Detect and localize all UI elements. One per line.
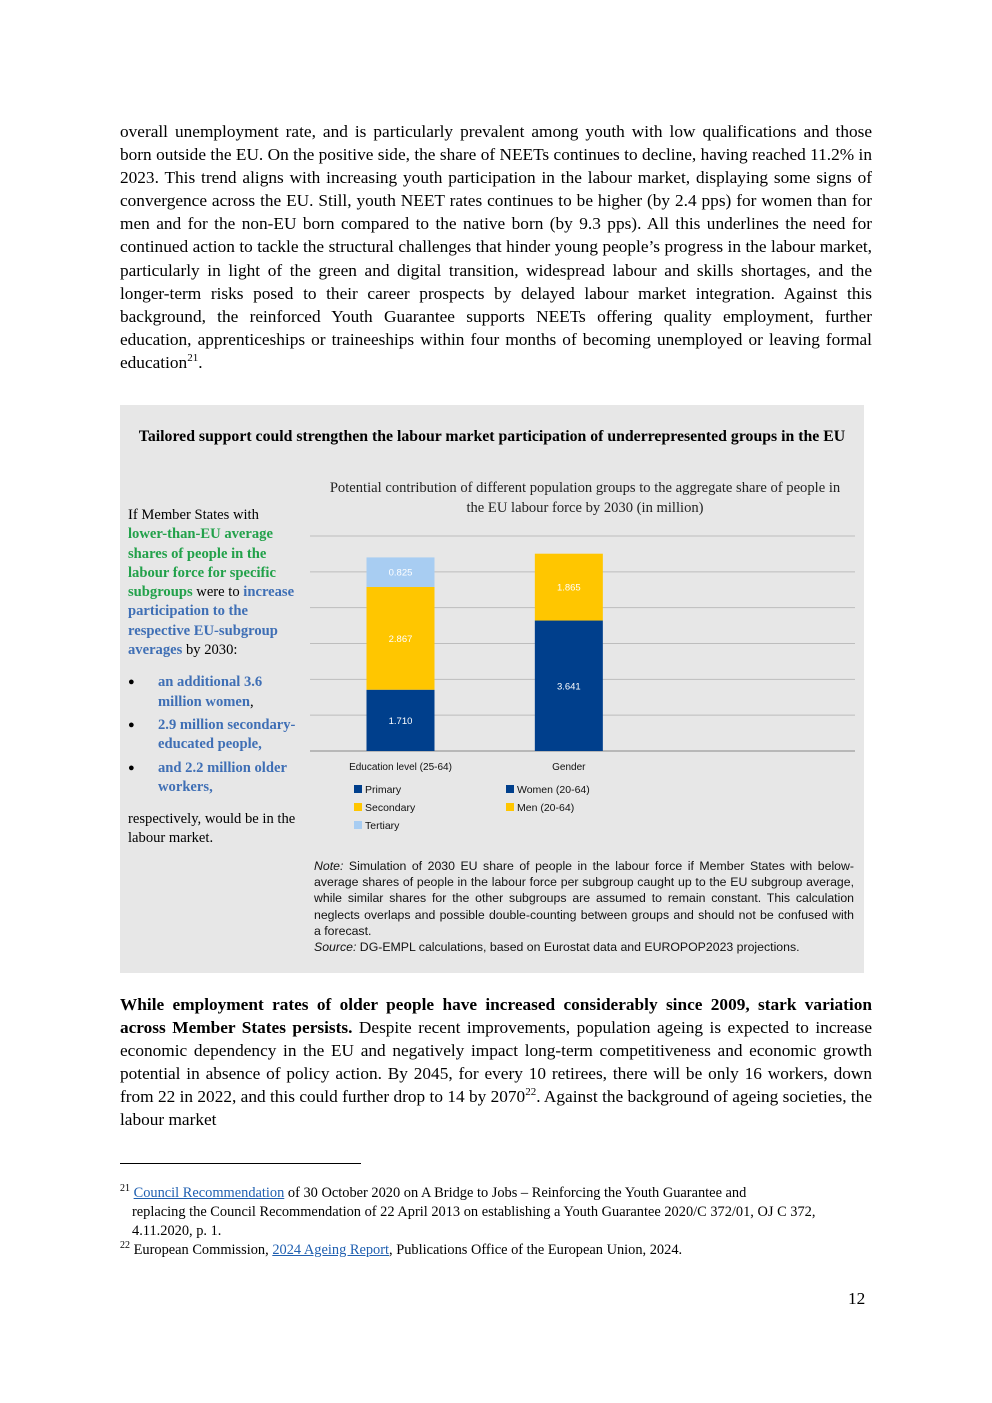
legend-entry: Secondary bbox=[365, 802, 416, 814]
footnote-divider bbox=[120, 1163, 361, 1164]
bar-value-label: 1.865 bbox=[556, 582, 581, 594]
footnote-21: $^{21}$ Council Recommendation of 30 October 2020 on A Bridge to Jobs – Reinforcing the Youth Guarantee and replacing the Council Recommendation of 22 April 2013 on establishing a Youth Guarantee 2020/C 372/01, OJ C 372, 4.11.2020, p. 1. bbox=[120, 1183, 816, 1240]
bar-value-label: 1.710 bbox=[388, 715, 413, 727]
legend-entry: Women (20-64) bbox=[517, 784, 590, 796]
bar-value-label: 3.641 bbox=[556, 681, 581, 693]
chart-subtitle: Potential contribution of different population groups to the aggregate share of people in the EU labour force by 2030 (in million) bbox=[329, 480, 841, 516]
legend-entry: Primary bbox=[365, 784, 402, 796]
ageing-report-link[interactable]: 2024 Ageing Report bbox=[272, 1242, 390, 1258]
footnote-22: $^{22}$ European Commission, 2024 Ageing Report, Publications Office of the European Union, 2024. bbox=[120, 1240, 683, 1258]
infobox-sidebar bbox=[128, 506, 300, 849]
footnote-ref-22[interactable]: 22 bbox=[525, 1086, 537, 1099]
sidebar-bullets bbox=[128, 673, 300, 797]
legend-entry: Men (20-64) bbox=[517, 802, 575, 814]
list-item: ● and 2.2 million older workers, bbox=[128, 759, 300, 798]
stacked-bar-chart bbox=[310, 530, 855, 855]
footnote-ref-21[interactable]: 21 bbox=[187, 352, 199, 365]
legend-swatch bbox=[354, 785, 362, 793]
bar-value-label: 0.825 bbox=[388, 567, 413, 579]
x-category-label: Education level (25-64) bbox=[349, 762, 452, 773]
council-recommendation-link[interactable]: Council Recommendation bbox=[133, 1185, 285, 1201]
sidebar-intro: If Member States with lower-than-EU average shares of people in the labour force for specific subgroups were to increase participation to the respective EU-subgroup averages by 2030: bbox=[128, 507, 295, 659]
list-item: ● an additional 3.6 million women, bbox=[128, 673, 300, 712]
bar-value-label: 2.867 bbox=[388, 633, 413, 645]
x-category-label: Gender bbox=[552, 762, 586, 773]
paragraph-older-workers: While employment rates of older people have increased considerably since 2009, stark variation across Member States persists. Despite recent improvements, population ageing is expected to increase economic dependency in the EU and negatively impact long-term competitiveness and economic growth potential in absence of policy action. By 2045, for every 10 retirees, there will be only 16 workers, down from 22 in 2022, and this could further drop to 14 by 2070$^{22}$. Against the background of ageing societies, the labour market bbox=[120, 995, 872, 1130]
legend-entry: Tertiary bbox=[365, 820, 400, 832]
list-item: ● 2.9 million secondary-educated people, bbox=[128, 716, 300, 755]
infobox bbox=[120, 405, 864, 973]
infobox-title: Tailored support could strengthen the labour market participation of underrepresented groups in the EU bbox=[138, 428, 846, 445]
legend-swatch bbox=[506, 803, 514, 811]
legend-swatch bbox=[506, 785, 514, 793]
chart-note: Note: Simulation of 2030 EU share of people in the labour force if Member States with below-average shares of people in the labour force per subgroup caught up to the EU subgroup average, while similar shares for the other subgroups are assumed to remain constant. This calculation neglects overlaps and possible double-counting between groups and should not be confused with a forecast. Source: DG-EMPL calculations, based on Eurostat data and EUROPOP2023 projections. bbox=[314, 859, 854, 955]
paragraph-youth-neet: overall unemployment rate, and is particularly prevalent among youth with low qualifications and those born outside the EU. On the positive side, the share of NEETs continues to decline, having reached 11.2% in 2023. This trend aligns with increasing youth participation in the labour market, displaying some signs of convergence across the EU. Still, youth NEET rates continues to be higher (by 2.4 pps) for women than for men and for the non-EU born compared to the native born (by 9.3 pps). All this underlines the need for continued action to tackle the structural challenges that hinder young people’s progress in the labour market, particularly in light of the green and digital transition, widespread labour and skills shortages, and the longer-term risks posed to their career prospects by delayed labour market integration. Against this background, the reinforced Youth Guarantee supports NEETs offering quality employment, further education, apprenticeships or traineeships within four months of becoming unemployed or leaving formal education$^{21}$. bbox=[120, 122, 872, 372]
legend-swatch bbox=[354, 821, 362, 829]
sidebar-tail: respectively, would be in the labour market. bbox=[128, 811, 296, 847]
page-number: 12 bbox=[848, 1289, 866, 1308]
legend-swatch bbox=[354, 803, 362, 811]
